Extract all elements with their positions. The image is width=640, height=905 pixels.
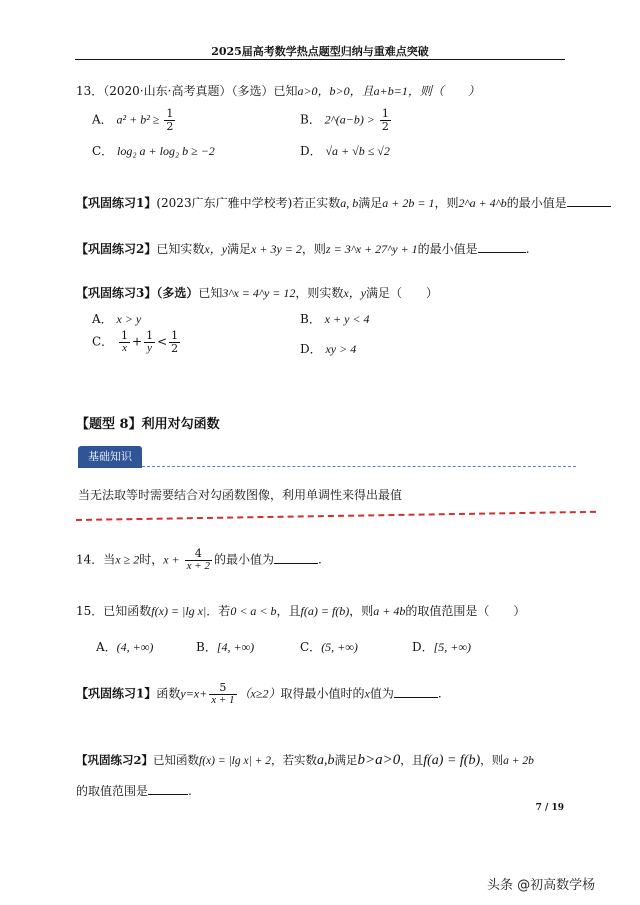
- p3-option-b: [300, 310, 370, 327]
- text: (2023广东广雅中学校考)若正实数: [156, 196, 341, 210]
- math: a + 4b: [373, 604, 406, 618]
- practice-8-2: [76, 752, 534, 769]
- option-expr: 2^(a−b) >: [324, 112, 378, 127]
- option-expr: [5, +∞): [433, 640, 471, 654]
- frac-den: 2: [381, 119, 389, 133]
- practice-8-1: [76, 682, 442, 706]
- option-expr: (5, +∞): [321, 640, 358, 654]
- text: 已知: [198, 286, 223, 300]
- text: ，则: [434, 196, 459, 210]
- q15-option-c: [300, 638, 358, 655]
- option-expr: (4, +∞): [116, 640, 154, 654]
- text: ，则: [480, 753, 504, 767]
- text: .: [188, 784, 192, 798]
- frac-den: y: [147, 341, 153, 354]
- q13-option-d: [300, 142, 390, 159]
- answer-blank: [394, 687, 438, 698]
- practice-2: [76, 240, 530, 257]
- text: ，且: [276, 604, 301, 618]
- text: ，则: [349, 604, 374, 618]
- q15-option-a: [96, 638, 153, 655]
- question-15: [76, 602, 525, 619]
- p3-option-a: [92, 310, 141, 327]
- frac-num: 1: [381, 107, 389, 120]
- text: ，若实数: [271, 753, 317, 767]
- text: 取得最小值时的: [280, 686, 365, 701]
- option-expr: x > y: [116, 312, 142, 326]
- text: .: [317, 552, 322, 567]
- q13-stem: 13．（2020·山东·高考真题）（多选）已知: [76, 84, 298, 98]
- option-label: A．: [96, 640, 117, 654]
- math: x，y: [204, 242, 228, 256]
- text: 值为: [369, 686, 394, 701]
- math: f(a) = f(b): [300, 604, 350, 618]
- practice-label: 【巩固练习1】: [76, 196, 157, 210]
- option-label: C．: [92, 334, 114, 349]
- basic-knowledge-tab: 基础知识: [78, 446, 142, 468]
- q13-option-b: [300, 108, 393, 132]
- math: f(x) = |lg x| + 2: [199, 755, 271, 767]
- option-label: B．: [196, 640, 217, 654]
- text: 的取值范围是（ ）: [405, 604, 526, 618]
- text: 的最小值为: [213, 552, 274, 567]
- option-label: B．: [300, 112, 321, 127]
- text: ，且: [400, 753, 424, 767]
- answer-blank: [478, 242, 526, 253]
- math: f(a) = f(b): [423, 753, 481, 768]
- knowledge-text: 当无法取等时需要结合对勾函数图像，利用单调性来得出最值: [78, 488, 403, 502]
- practice-label: 【巩固练习1】: [76, 686, 157, 701]
- text: 已知实数: [156, 242, 205, 256]
- option-label: A．: [92, 312, 113, 326]
- section-8-title: 【题型 8】利用对勾函数: [76, 417, 220, 432]
- option-expr: log₂ a + log₂ b ≥ −2: [117, 144, 215, 158]
- page-header-title: 2025届高考数学热点题型归纳与重难点突破: [211, 45, 429, 58]
- text: 满足（ ）: [366, 286, 439, 300]
- fraction: [209, 682, 236, 706]
- option-label: D．: [300, 342, 322, 356]
- watermark: 头条 @初高数学杨: [487, 878, 596, 893]
- fraction: [185, 548, 212, 572]
- option-expr: a² + b² ≥: [116, 112, 163, 127]
- answer-blank: [274, 553, 318, 564]
- p3-option-c: C． $\frac{1}{x}$ + $\frac{1}{y}$ < $\frac{1}{2}$: [92, 329, 179, 355]
- answer-blank: [567, 196, 611, 207]
- math: a + 2b = 1: [382, 196, 435, 210]
- text: 的取值范围是: [76, 784, 149, 798]
- multi-select-tag: （多选）: [156, 286, 199, 300]
- option-label: B．: [300, 312, 321, 326]
- option-label: D．: [412, 640, 434, 654]
- text: 15．已知函数: [76, 604, 152, 618]
- math: 2^a + 4^b: [458, 196, 507, 210]
- math: 3^x = 4^y = 12: [222, 286, 296, 300]
- option-label: C．: [300, 640, 322, 654]
- math: a, b: [340, 196, 359, 210]
- math: f(x) = |lg x|: [151, 604, 207, 618]
- frac-den: x: [122, 341, 127, 354]
- frac-den: 2: [171, 341, 179, 355]
- option-label: A．: [92, 112, 113, 127]
- math: （x≥2）: [238, 686, 281, 701]
- q13-option-c: [92, 142, 215, 159]
- practice-3: [76, 284, 438, 301]
- frac-den: x + 1: [211, 693, 235, 706]
- frac-num: 4: [185, 548, 212, 561]
- math: x + 3y = 2: [251, 242, 302, 256]
- math: b>a>0: [357, 752, 401, 768]
- option-expr: √a + √b ≤ √2: [325, 144, 390, 158]
- header-rule: [75, 59, 565, 60]
- text: 满足: [358, 196, 383, 210]
- option-expr: x + y < 4: [324, 312, 370, 326]
- frac-num: 1: [146, 329, 154, 342]
- text: ．若: [206, 604, 231, 618]
- q13-option-a: [92, 108, 177, 132]
- math: x，y: [343, 286, 367, 300]
- math: a,b: [317, 753, 335, 768]
- q13-condition: a>0，b>0，且a+b=1，则（ ）: [297, 84, 480, 98]
- fraction: [169, 330, 180, 354]
- red-dashed-divider: [76, 511, 596, 521]
- text: 14．当: [76, 552, 116, 567]
- practice-label: 【巩固练习3】: [76, 286, 157, 300]
- fraction: [380, 108, 391, 132]
- tab-dashed-rule: [142, 466, 576, 467]
- text: .: [437, 686, 442, 701]
- practice-label: 【巩固练习2】: [76, 753, 154, 767]
- frac-num: 1: [166, 107, 174, 120]
- frac-den: x + 2: [186, 559, 210, 572]
- option-expr: xy > 4: [325, 342, 357, 356]
- answer-blank: [148, 784, 188, 795]
- page-number: 7 / 19: [535, 803, 564, 813]
- text: ，则实数: [295, 286, 344, 300]
- frac-den: 2: [166, 119, 174, 133]
- frac-num: 1: [121, 329, 129, 342]
- math: z = 3^x + 27^y + 1: [325, 242, 418, 256]
- frac-num: 5: [209, 682, 236, 695]
- frac-num: 1: [171, 329, 179, 342]
- math: a + 2b: [503, 755, 534, 767]
- practice-1: [76, 194, 611, 211]
- q15-option-d: [412, 638, 471, 655]
- option-expr: [4, +∞): [216, 640, 255, 654]
- math: x: [364, 686, 370, 701]
- text: 的最小值是: [506, 196, 567, 210]
- text: .: [525, 242, 530, 256]
- text: 函数: [156, 686, 181, 701]
- question-13-stem: [76, 82, 480, 99]
- option-label: D．: [300, 144, 322, 158]
- text: 已知函数: [153, 753, 200, 767]
- fraction: [119, 330, 130, 354]
- text: 满足: [334, 753, 358, 767]
- option-label: C．: [92, 144, 114, 158]
- practice-8-2-line2: [76, 782, 192, 799]
- math: 0 < a < b: [230, 604, 277, 618]
- text: ，则: [301, 242, 326, 256]
- math: y=x+: [180, 686, 208, 701]
- p3-option-d: [300, 340, 356, 357]
- fraction: [144, 330, 155, 354]
- math: x ≥ 2: [115, 552, 140, 567]
- text: 时，: [139, 552, 164, 567]
- text: 满足: [227, 242, 252, 256]
- math: x +: [163, 552, 183, 567]
- practice-label: 【巩固练习2】: [76, 242, 157, 256]
- text: 的最小值是: [417, 242, 478, 256]
- question-14: [76, 548, 322, 572]
- q15-option-b: [196, 638, 254, 655]
- fraction: [164, 108, 175, 132]
